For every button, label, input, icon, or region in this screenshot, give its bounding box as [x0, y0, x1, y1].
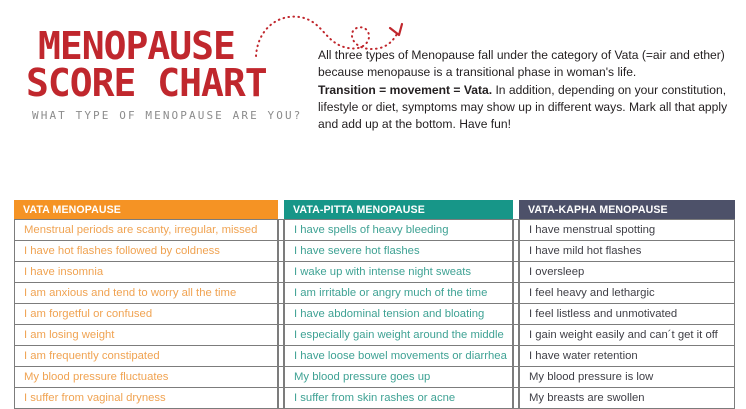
- column-header-vata-pitta: VATA-PITTA MENOPAUSE: [284, 200, 513, 219]
- symptom-cell-vata-kapha[interactable]: I have mild hot flashes: [519, 241, 735, 262]
- symptom-cell-vata[interactable]: I am forgetful or confused: [14, 304, 278, 325]
- menopause-score-table: [14, 200, 735, 409]
- symptom-cell-vata-kapha[interactable]: I have water retention: [519, 346, 735, 367]
- table-row: [14, 325, 735, 346]
- table-row: [14, 262, 735, 283]
- intro-paragraph-1: All three types of Menopause fall under the category of Vata (=air and ether) because menopause is a transitional phase in woman's life.: [318, 48, 725, 80]
- symptom-cell-vata[interactable]: Menstrual periods are scanty, irregular, missed: [14, 219, 278, 241]
- symptom-cell-vata-kapha[interactable]: My blood pressure is low: [519, 367, 735, 388]
- symptom-cell-vata[interactable]: I am anxious and tend to worry all the time: [14, 283, 278, 304]
- brand-title-block: [26, 24, 316, 122]
- symptom-cell-vata-kapha[interactable]: I feel heavy and lethargic: [519, 283, 735, 304]
- symptom-cell-vata-pitta[interactable]: I have loose bowel movements or diarrhea: [284, 346, 513, 367]
- symptom-cell-vata[interactable]: My blood pressure fluctuates: [14, 367, 278, 388]
- table-header-row: [14, 200, 735, 219]
- intro-bold-lead: Transition = movement = Vata.: [318, 82, 493, 97]
- symptom-cell-vata-pitta[interactable]: I have spells of heavy bleeding: [284, 219, 513, 241]
- column-header-vata-kapha: VATA-KAPHA MENOPAUSE: [519, 200, 735, 219]
- symptom-cell-vata-kapha[interactable]: I feel listless and unmotivated: [519, 304, 735, 325]
- table-row: [14, 219, 735, 241]
- page-header: [0, 0, 746, 186]
- symptom-cell-vata-pitta[interactable]: I have severe hot flashes: [284, 241, 513, 262]
- intro-paragraph-2: [318, 82, 736, 134]
- symptom-cell-vata[interactable]: I suffer from vaginal dryness: [14, 388, 278, 409]
- symptom-cell-vata-kapha[interactable]: I have menstrual spotting: [519, 219, 735, 241]
- intro-paragraph-block: [318, 47, 736, 133]
- page-subtitle: WHAT TYPE OF MENOPAUSE ARE YOU?: [32, 108, 303, 122]
- intro-paragraph-2-rest: In addition, depending on your constitution, lifestyle or diet, symptoms may show up in different ways. Mark all that apply and add up at the bottom. Have fun!: [318, 82, 728, 132]
- symptom-cell-vata-kapha[interactable]: I oversleep: [519, 262, 735, 283]
- symptom-cell-vata[interactable]: I have insomnia: [14, 262, 278, 283]
- symptom-cell-vata[interactable]: I am losing weight: [14, 325, 278, 346]
- table-row: [14, 304, 735, 325]
- title-line-menopause: MENOPAUSE: [38, 24, 235, 68]
- title-line-score-chart: SCORE CHART: [26, 60, 267, 105]
- symptom-cell-vata[interactable]: I have hot flashes followed by coldness: [14, 241, 278, 262]
- symptom-cell-vata[interactable]: I am frequently constipated: [14, 346, 278, 367]
- symptom-cell-vata-pitta[interactable]: I have abdominal tension and bloating: [284, 304, 513, 325]
- table-row: [14, 388, 735, 409]
- column-header-vata: VATA MENOPAUSE: [14, 200, 278, 219]
- symptom-cell-vata-pitta[interactable]: I wake up with intense night sweats: [284, 262, 513, 283]
- symptom-cell-vata-pitta[interactable]: I suffer from skin rashes or acne: [284, 388, 513, 409]
- table-row: [14, 346, 735, 367]
- symptom-cell-vata-pitta[interactable]: My blood pressure goes up: [284, 367, 513, 388]
- symptom-cell-vata-kapha[interactable]: I gain weight easily and can´t get it off: [519, 325, 735, 346]
- table-row: [14, 241, 735, 262]
- table-row: [14, 367, 735, 388]
- symptom-cell-vata-pitta[interactable]: I am irritable or angry much of the time: [284, 283, 513, 304]
- table-row: [14, 283, 735, 304]
- symptom-cell-vata-pitta[interactable]: I especially gain weight around the middle: [284, 325, 513, 346]
- symptom-cell-vata-kapha[interactable]: My breasts are swollen: [519, 388, 735, 409]
